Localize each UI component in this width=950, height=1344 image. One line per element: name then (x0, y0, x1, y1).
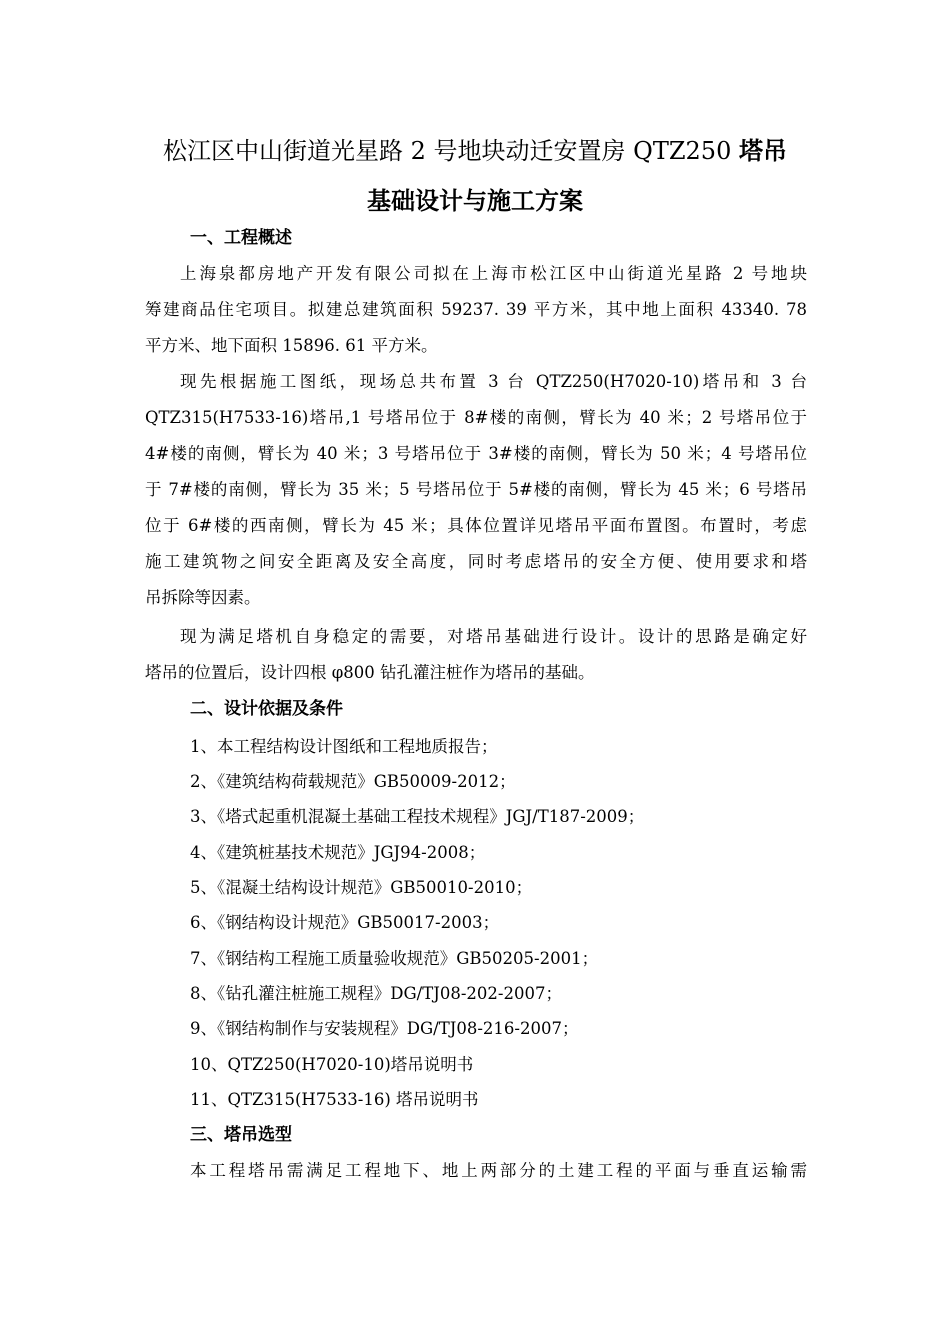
title-part-regular: 松江区中山街道光星路 2 号地块动迁安置房 QTZ250 (163, 137, 739, 165)
section-1-paragraph-2-line: 位于 6#楼的西南侧，臂长为 45 米；具体位置详见塔吊平面布置图。布置时，考虑 (145, 516, 807, 535)
section-1-paragraph-2-line: 现先根据施工图纸，现场总共布置 3 台 QTZ250(H7020-10)塔吊和 3 台 (180, 372, 807, 391)
section-1-heading: 一、工程概述 (190, 228, 292, 248)
reference-list-item: 11、QTZ315(H7533-16) 塔吊说明书 (190, 1090, 479, 1109)
section-1-paragraph-2-line: 于 7#楼的南侧，臂长为 35 米；5 号塔吊位于 5#楼的南侧，臂长为 45 米；6 号塔吊 (145, 480, 807, 499)
section-2-heading: 二、设计依据及条件 (190, 699, 343, 719)
reference-list-item: 2、《建筑结构荷载规范》GB50009-2012； (190, 772, 516, 791)
section-1-paragraph-1-line: 平方米、地下面积 15896. 61 平方米。 (145, 336, 438, 355)
section-1-paragraph-2-line: 吊拆除等因素。 (145, 588, 261, 607)
section-1-paragraph-3-line: 现为满足塔机自身稳定的需要，对塔吊基础进行设计。设计的思路是确定好 (180, 627, 807, 646)
section-1-paragraph-1-line: 筹建商品住宅项目。拟建总建筑面积 59237. 39 平方米，其中地上面积 43340. 78 (145, 300, 807, 319)
section-1-paragraph-2-line: 4#楼的南侧，臂长为 40 米；3 号塔吊位于 3#楼的南侧，臂长为 50 米；4 号塔吊位 (145, 444, 807, 463)
section-3-paragraph-1-line: 本工程塔吊需满足工程地下、地上两部分的土建工程的平面与垂直运输需 (190, 1161, 807, 1180)
reference-list-item: 10、QTZ250(H7020-10)塔吊说明书 (190, 1055, 474, 1074)
reference-list-item: 9、《钢结构制作与安装规程》DG/TJ08-216-2007； (190, 1019, 579, 1038)
document-title-line-2: 基础设计与施工方案 (367, 187, 583, 215)
title-part-bold: 塔吊 (738, 137, 787, 165)
section-1-paragraph-3-line: 塔吊的位置后，设计四根 φ800 钻孔灌注桩作为塔吊的基础。 (145, 663, 595, 682)
reference-list-item: 7、《钢结构工程施工质量验收规范》GB50205-2001； (190, 949, 599, 968)
reference-list-item: 3、《塔式起重机混凝土基础工程技术规程》JGJ/T187-2009； (190, 807, 645, 826)
reference-list-item: 5、《混凝土结构设计规范》GB50010-2010； (190, 878, 533, 897)
section-3-heading: 三、塔吊选型 (190, 1125, 292, 1145)
document-title-line-1 (145, 136, 805, 166)
reference-list-item: 6、《钢结构设计规范》GB50017-2003； (190, 913, 500, 932)
section-1-paragraph-1-line: 上海泉都房地产开发有限公司拟在上海市松江区中山街道光星路 2 号地块 (180, 264, 807, 283)
section-1-paragraph-2-line: 施工建筑物之间安全距离及安全高度，同时考虑塔吊的安全方便、使用要求和塔 (145, 552, 807, 571)
reference-list-item: 4、《建筑桩基技术规范》JGJ94-2008； (190, 843, 486, 862)
reference-list-item: 8、《钻孔灌注桩施工规程》DG/TJ08-202-2007； (190, 984, 562, 1003)
section-1-paragraph-2-line: QTZ315(H7533-16)塔吊,1 号塔吊位于 8#楼的南侧，臂长为 40 米；2 号塔吊位于 (145, 408, 807, 427)
reference-list-item: 1、本工程结构设计图纸和工程地质报告； (190, 737, 498, 756)
